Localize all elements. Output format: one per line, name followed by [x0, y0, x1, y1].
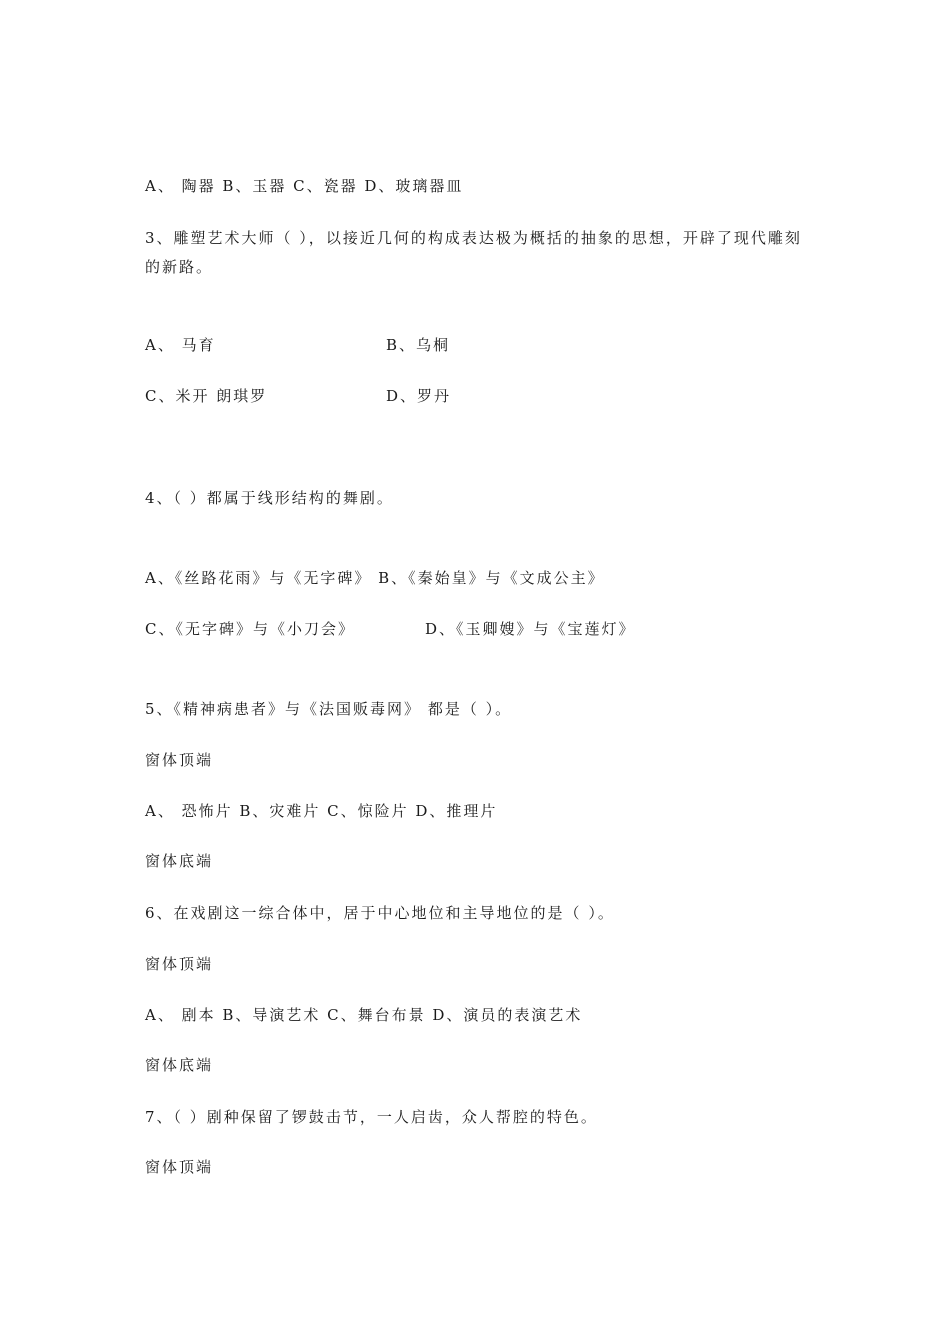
q3-option-d: D、罗丹: [386, 387, 452, 405]
q5-form-bottom: 窗体底端: [145, 852, 214, 870]
q5-stem: 5、《精神病患者》与《法国贩毒网》 都是（ ）。: [145, 700, 513, 718]
q4-stem: 4、（ ）都属于线形结构的舞剧。: [145, 489, 394, 507]
q3-option-c: C、米开 朗琪罗: [145, 387, 268, 405]
q6-form-top: 窗体顶端: [145, 955, 214, 973]
q7-stem: 7、（ ）剧种保留了锣鼓击节，一人启齿，众人帮腔的特色。: [145, 1108, 598, 1126]
q4-option-c: C、《无字碑》与《小刀会》: [145, 620, 355, 638]
q5-options: A、 恐怖片 B、灾难片 C、惊险片 D、推理片: [145, 802, 498, 820]
q7-form-top: 窗体顶端: [145, 1158, 214, 1176]
q4-options-ab: A、《丝路花雨》与《无字碑》 B、《秦始皇》与《文成公主》: [145, 569, 605, 587]
q3-option-a: A、 马育: [145, 336, 216, 354]
q6-options: A、 剧本 B、导演艺术 C、舞台布景 D、演员的表演艺术: [145, 1006, 583, 1024]
q2-options: A、 陶器 B、玉器 C、瓷器 D、玻璃器皿: [145, 177, 464, 195]
q6-stem: 6、在戏剧这一综合体中，居于中心地位和主导地位的是（ ）。: [145, 904, 615, 922]
q5-form-top: 窗体顶端: [145, 751, 214, 769]
q3-stem: 3、雕塑艺术大师（ ），以接近几何的构成表达极为概括的抽象的思想，开辟了现代雕刻的新路。: [145, 229, 802, 276]
q3-option-b: B、乌桐: [386, 336, 451, 354]
q4-option-d: D、《玉卿嫂》与《宝莲灯》: [425, 620, 636, 638]
q6-form-bottom: 窗体底端: [145, 1056, 214, 1074]
